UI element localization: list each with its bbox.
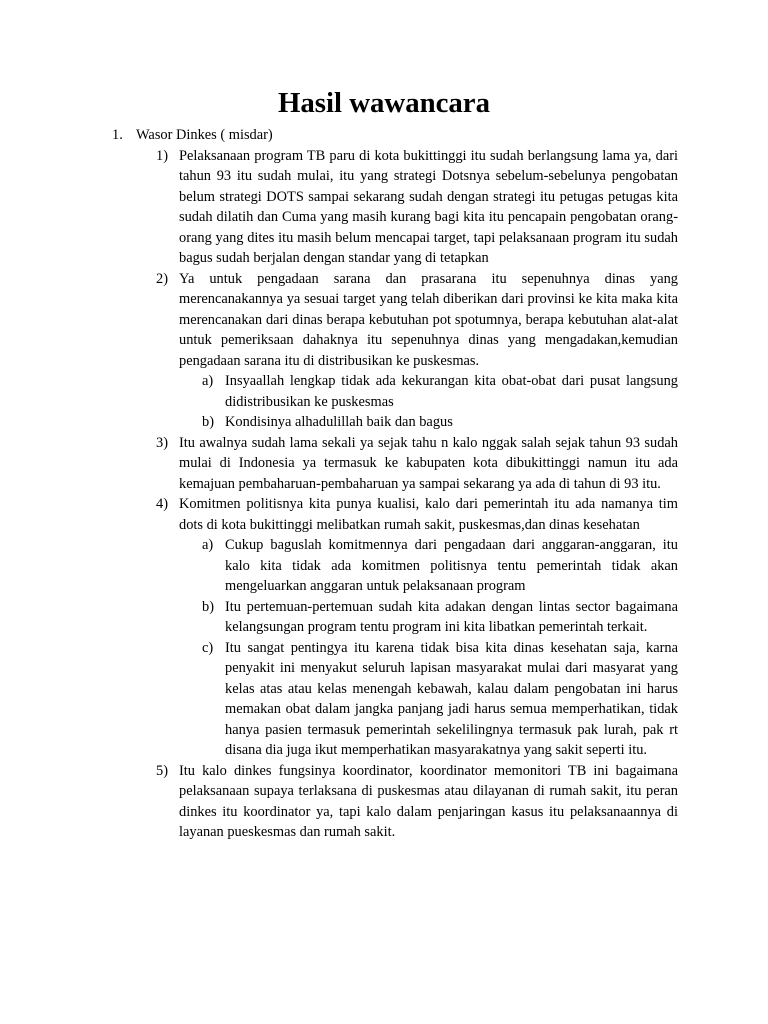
sub-item-letter: b) bbox=[202, 598, 214, 615]
list-item-5 bbox=[155, 761, 678, 843]
sub-item-4b bbox=[202, 597, 678, 638]
sub-item-letter: c) bbox=[202, 639, 214, 656]
document-body bbox=[112, 125, 678, 843]
sub-item-letter: a) bbox=[202, 373, 214, 389]
item-text: Itu kalo dinkes fungsinya koordinator, koordinator memonitori TB ini bagaimana pelaksanaan supaya terlaksana di puskesmas atau dilayanan di rumah sakit, itu peran dinkes itu koordinator ya, tapi kalo dalam penjaringan kasus itu pelaksanaannya di layanan pueskesmas dan rumah sakit. bbox=[179, 762, 678, 840]
section-heading bbox=[112, 125, 678, 146]
sub-item-letter: b) bbox=[202, 414, 214, 430]
list-item-1 bbox=[155, 146, 678, 269]
section-number: 1. bbox=[112, 127, 123, 143]
item-number: 2) bbox=[156, 270, 168, 287]
sub-item-text: Cukup baguslah komitmennya dari pengadaan dari anggaran-anggaran, itu kalo kita tidak ada komitmen politisnya tentu pemerintah tidak akan mengeluarkan anggaran untuk pelaksanaan program bbox=[225, 537, 678, 594]
sub-item-2a bbox=[202, 371, 678, 412]
item-number: 5) bbox=[156, 762, 168, 779]
item-number: 3) bbox=[156, 434, 168, 451]
sub-item-text: Itu pertemuan-pertemuan sudah kita adakan dengan lintas sector bagaimana kelangsungan program tentu program ini kita libatkan pemerintah terkait. bbox=[225, 598, 678, 635]
item-text: Itu awalnya sudah lama sekali ya sejak tahu n kalo nggak salah sejak tahun 93 sudah mulai di Indonesia ya termasuk ke kabupaten kota dibukittinggi namun itu ada kemajuan pembaharuan-pembaharuan ya sampai sekarang ya ada di tahun di 93 itu. bbox=[179, 434, 678, 492]
list-item-3 bbox=[155, 433, 678, 495]
document-title: Hasil wawancara bbox=[278, 87, 490, 119]
sub-item-text: Insyaallah lengkap tidak ada kekurangan kita obat-obat dari pusat langsung didistribusikan ke puskesmas bbox=[225, 373, 678, 410]
sub-item-text: Kondisinya alhadulillah baik dan bagus bbox=[225, 414, 453, 430]
item-number: 1) bbox=[156, 147, 168, 164]
item-text: Pelaksanaan program TB paru di kota bukittinggi itu sudah berlangsung lama ya, dari tahun 93 itu sudah mulai, itu yang strategi Dotsnya sebelum-sebelunya pengobatan belum strategi DOTS sampai sekarang sudah dengan strategi itu petugas petugas kita sudah dilatih dan Cuma yang masih kurang bagi kita itu pencapain pengobatan orang-orang yang dites itu masih belum mencapai target, tapi pelaksanaan program itu sudah bagus sudah berjalan dengan standar yang di tetapkan bbox=[179, 147, 678, 266]
list-item-2 bbox=[155, 269, 678, 372]
sub-item-2b bbox=[202, 412, 678, 433]
sub-item-4c bbox=[202, 638, 678, 761]
sub-item-4a bbox=[202, 535, 678, 597]
sub-item-letter: a) bbox=[202, 537, 214, 553]
item-number: 4) bbox=[156, 496, 168, 512]
item-text: Ya untuk pengadaan sarana dan prasarana itu sepenuhnya dinas yang merencanakannya ya sesuai target yang telah diberikan dari provinsi ke kita maka kita merencanakan dari dinas berapa kebutuhan pot spotumnya, berapa kebutuhan alat-alat untuk pemeriksaan dahaknya itu sepenuhnya dinas yang mengadakan,kemudian pengadaan sarana itu di distribusikan ke puskesmas. bbox=[179, 270, 678, 369]
sub-item-text: Itu sangat pentingya itu karena tidak bisa kita dinas kesehatan saja, karna penyakit ini menyakut seluruh lapisan masyarakat mulai dari masyarat yang kelas atas atau kelas menengah kebawah, kalau dalam pengobatan ini harus memakan obat dalam jangka panjang jadi harus semua memperhatikan, tidak hanya pasien termasuk pemerintah sekelilingnya termasuk pak lurah, pak rt disana dia juga ikut memperhatikan masyarakatnya yang sakit seperti itu. bbox=[225, 639, 678, 758]
item-text: Komitmen politisnya kita punya kualisi, kalo dari pemerintah itu ada namanya tim dots di kota bukittinggi melibatkan rumah sakit, puskesmas,dan dinas kesehatan bbox=[179, 496, 678, 533]
list-item-4 bbox=[155, 494, 678, 535]
section-title: Wasor Dinkes ( misdar) bbox=[136, 127, 273, 143]
